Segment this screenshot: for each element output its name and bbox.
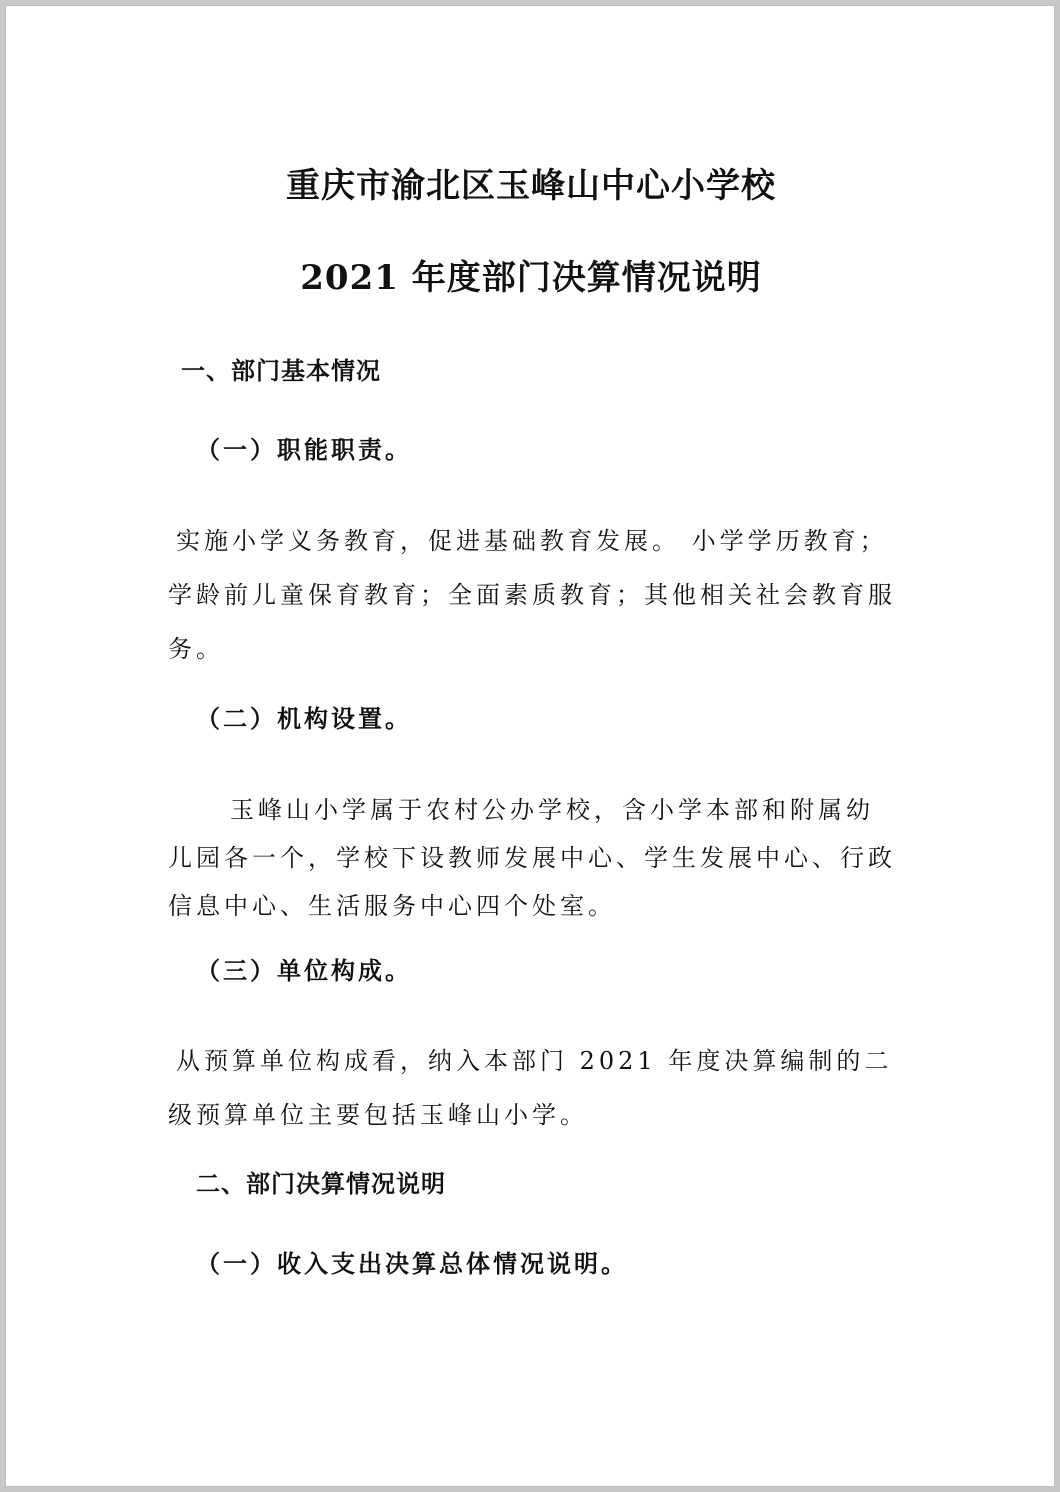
document-title-line-1: 重庆市渝北区玉峰山中心小学校 bbox=[286, 166, 776, 206]
section-1-sub-3-text: 从预算单位构成看，纳入本部门 2021 年度决算编制的二级预算单位主要包括玉峰山小学。 bbox=[168, 1047, 893, 1129]
section-1-heading: 一、部门基本情况 bbox=[181, 356, 381, 385]
document-page bbox=[5, 5, 1055, 1487]
section-1-sub-2-text: 玉峰山小学属于农村公办学校，含小学本部和附属幼儿园各一个，学校下设教师发展中心、学生发展中心、行政信息中心、生活服务中心四个处室。 bbox=[168, 796, 896, 920]
section-1-sub-1-text: 实施小学义务教育，促进基础教育发展。 小学学历教育；学龄前儿童保育教育；全面素质教育；其他相关社会教育服务。 bbox=[168, 527, 896, 663]
section-2-heading: 二、部门决算情况说明 bbox=[196, 1169, 446, 1198]
section-2-sub-1-heading: （一）收入支出决算总体情况说明。 bbox=[196, 1249, 628, 1278]
section-1-sub-1-heading: （一）职能职责。 bbox=[196, 435, 412, 464]
section-1-sub-2-heading: （二）机构设置。 bbox=[196, 704, 412, 733]
document-title-line-2: 2021 年度部门决算情况说明 bbox=[300, 258, 762, 298]
section-1-sub-3-heading: （三）单位构成。 bbox=[196, 956, 412, 985]
